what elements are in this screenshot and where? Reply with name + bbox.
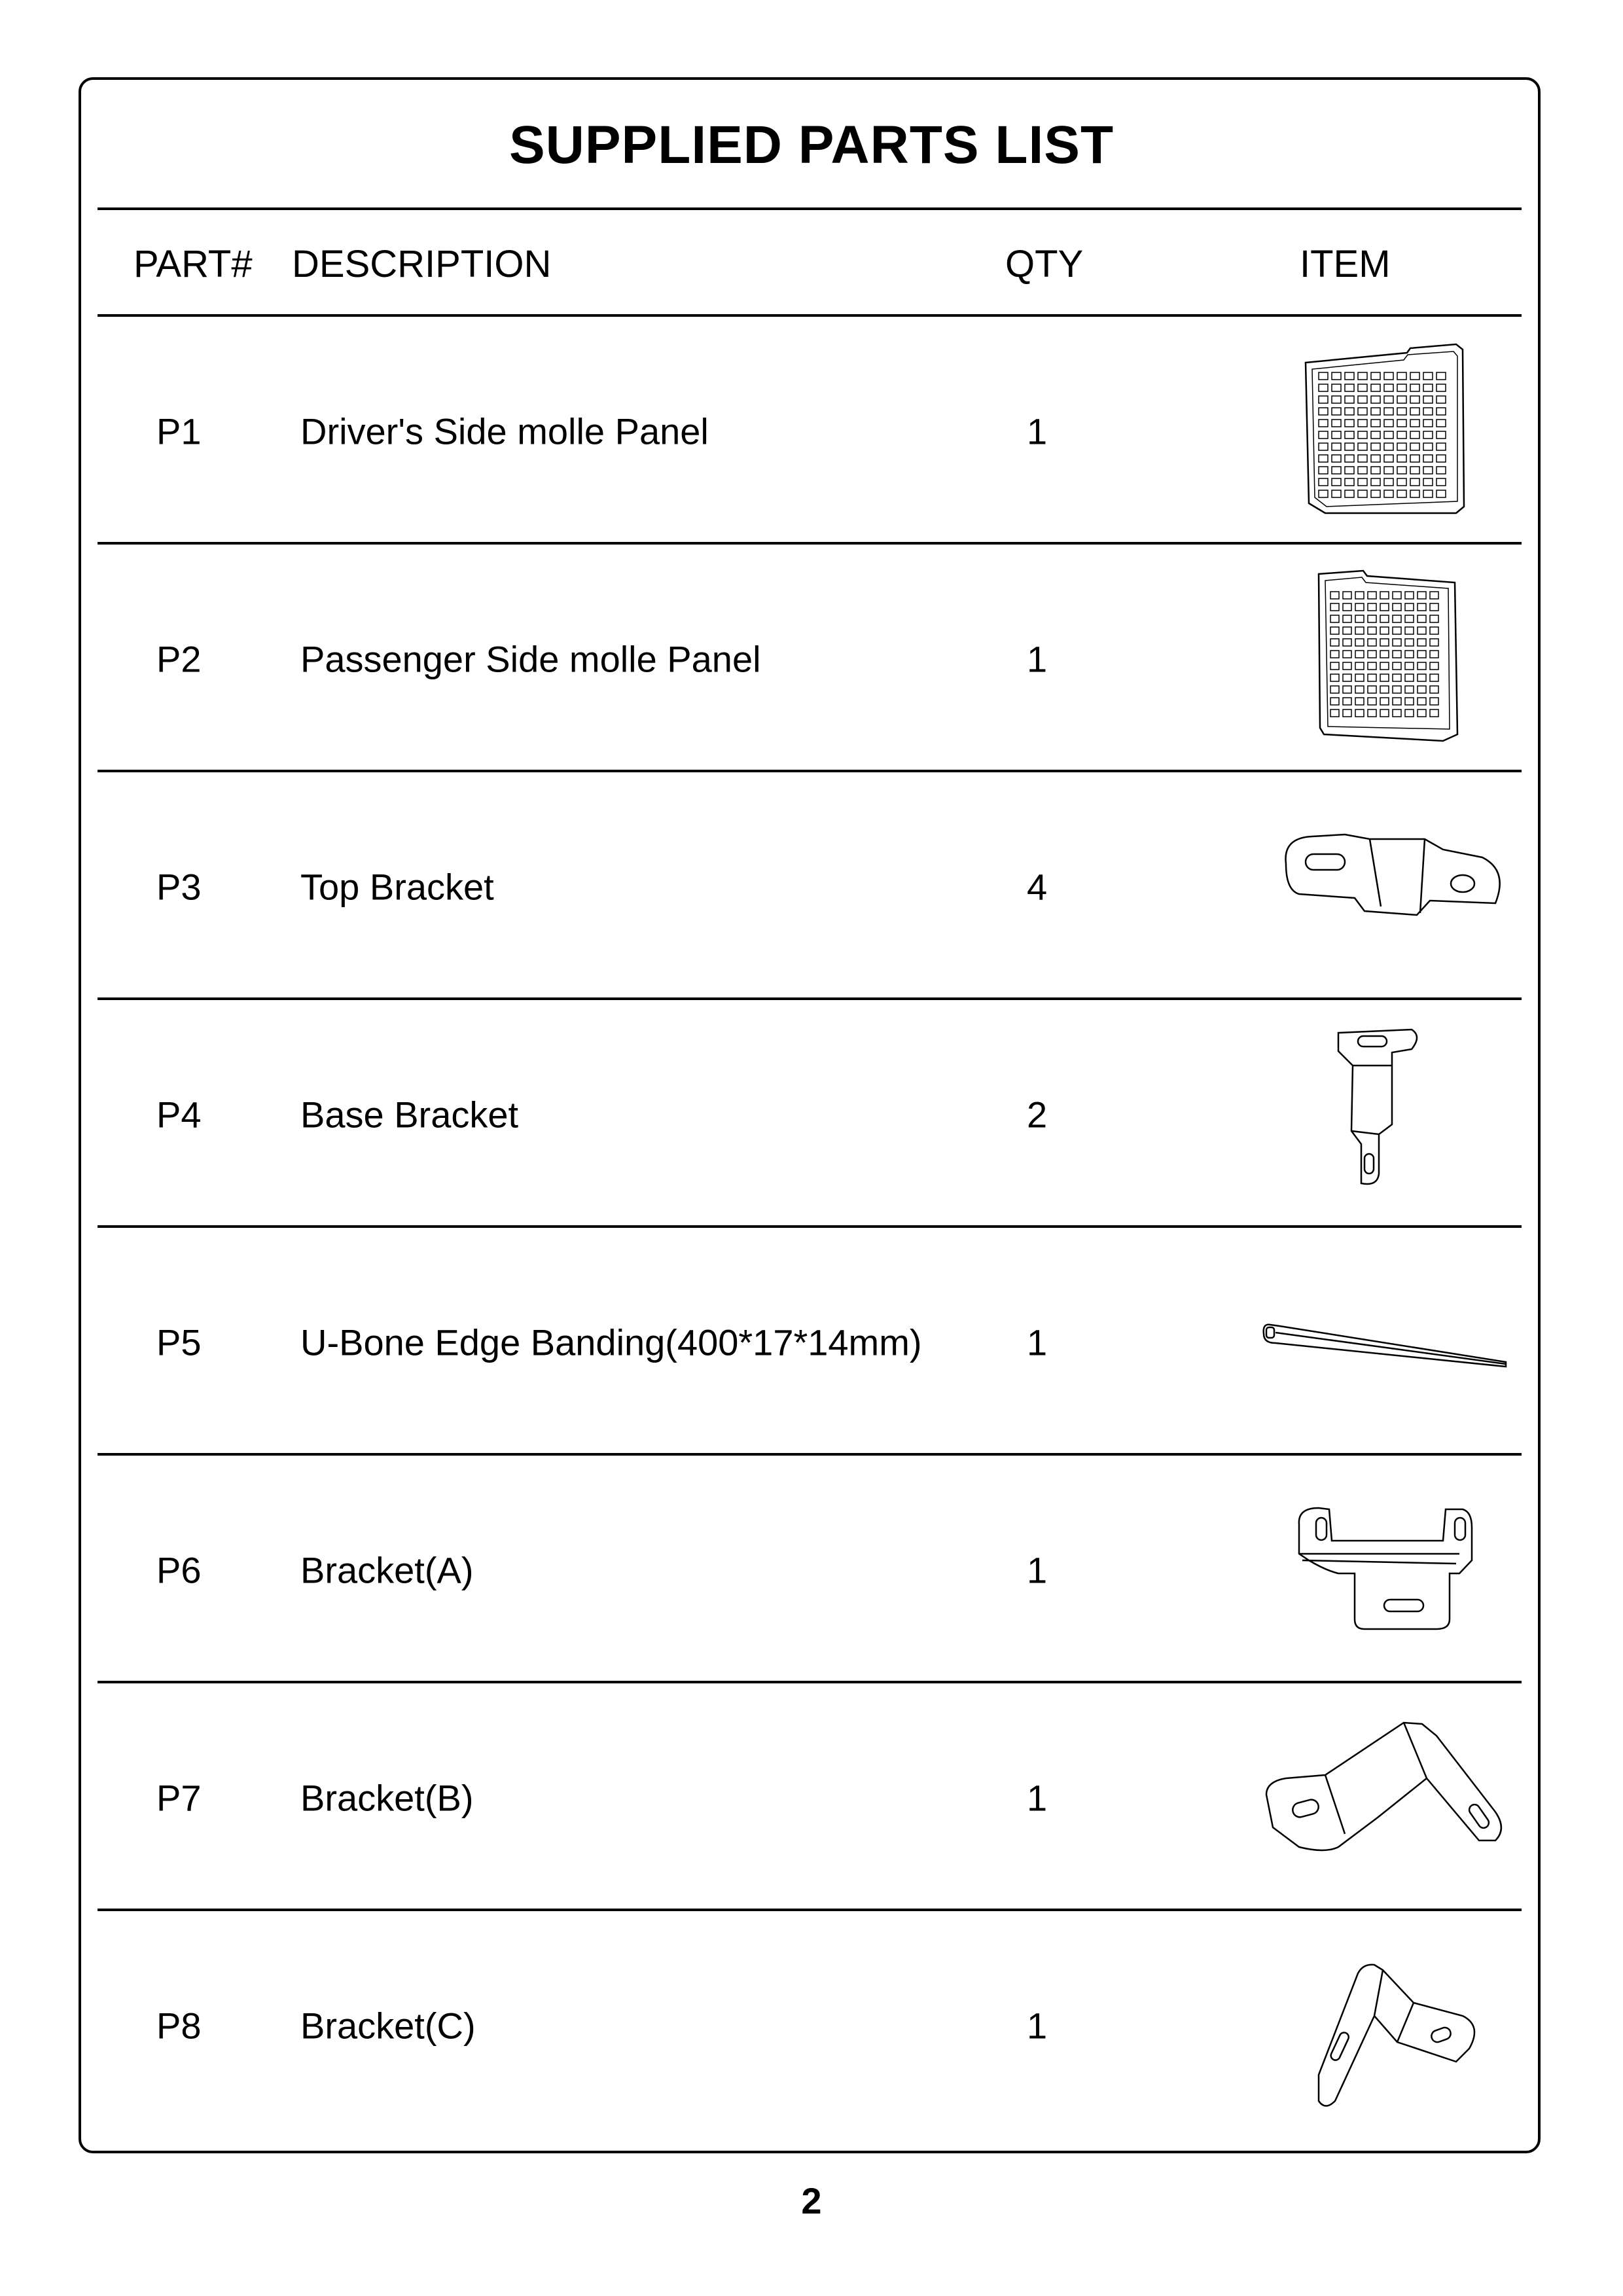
table-row: [98, 1456, 1522, 1685]
edge-banding-icon: [1247, 1228, 1522, 1457]
part-number: P4: [156, 1094, 202, 1136]
page-number: 2: [801, 2180, 822, 2221]
part-qty: 4: [1027, 866, 1048, 908]
part-description: Passenger Side molle Panel: [300, 638, 761, 680]
part-qty: 1: [1027, 410, 1048, 452]
part-qty: 1: [1027, 1549, 1048, 1591]
bracket-c-icon: [1247, 1911, 1522, 2140]
part-description: Bracket(B): [300, 1777, 474, 1819]
header-qty: QTY: [1005, 243, 1084, 285]
part-qty: 1: [1027, 638, 1048, 680]
part-qty: 1: [1027, 2005, 1048, 2047]
part-number: P2: [156, 638, 202, 680]
part-description: Bracket(C): [300, 2005, 476, 2047]
part-number: P1: [156, 410, 202, 452]
molle-panel-passenger-icon: [1247, 545, 1522, 774]
molle-panel-driver-icon: [1247, 317, 1522, 546]
table-row: [98, 317, 1522, 546]
part-qty: 1: [1027, 1321, 1048, 1363]
page-title: SUPPLIED PARTS LIST: [508, 115, 1115, 175]
part-number: P5: [156, 1321, 202, 1363]
part-description: U-Bone Edge Banding(400*17*14mm): [300, 1321, 922, 1363]
table-row: [98, 1000, 1522, 1229]
table-row: [98, 1683, 1522, 1912]
part-qty: 1: [1027, 1777, 1048, 1819]
bracket-a-icon: [1247, 1456, 1522, 1685]
part-number: P6: [156, 1549, 202, 1591]
part-qty: 2: [1027, 1094, 1048, 1136]
table-row: [98, 1228, 1522, 1457]
part-number: P8: [156, 2005, 202, 2047]
part-description: Top Bracket: [300, 866, 494, 908]
top-bracket-icon: [1247, 772, 1522, 1001]
divider: [98, 207, 1522, 210]
base-bracket-icon: [1247, 1000, 1522, 1229]
header-part: PART#: [134, 243, 253, 285]
part-number: P3: [156, 866, 202, 908]
part-description: Base Bracket: [300, 1094, 519, 1136]
table-row: [98, 545, 1522, 774]
part-description: Bracket(A): [300, 1549, 474, 1591]
table-row: [98, 1911, 1522, 2140]
header-description: DESCRIPTION: [292, 243, 552, 285]
bracket-b-icon: [1247, 1683, 1522, 1912]
table-row: [98, 772, 1522, 1001]
part-number: P7: [156, 1777, 202, 1819]
header-item: ITEM: [1300, 243, 1391, 285]
part-description: Driver's Side molle Panel: [300, 410, 709, 452]
